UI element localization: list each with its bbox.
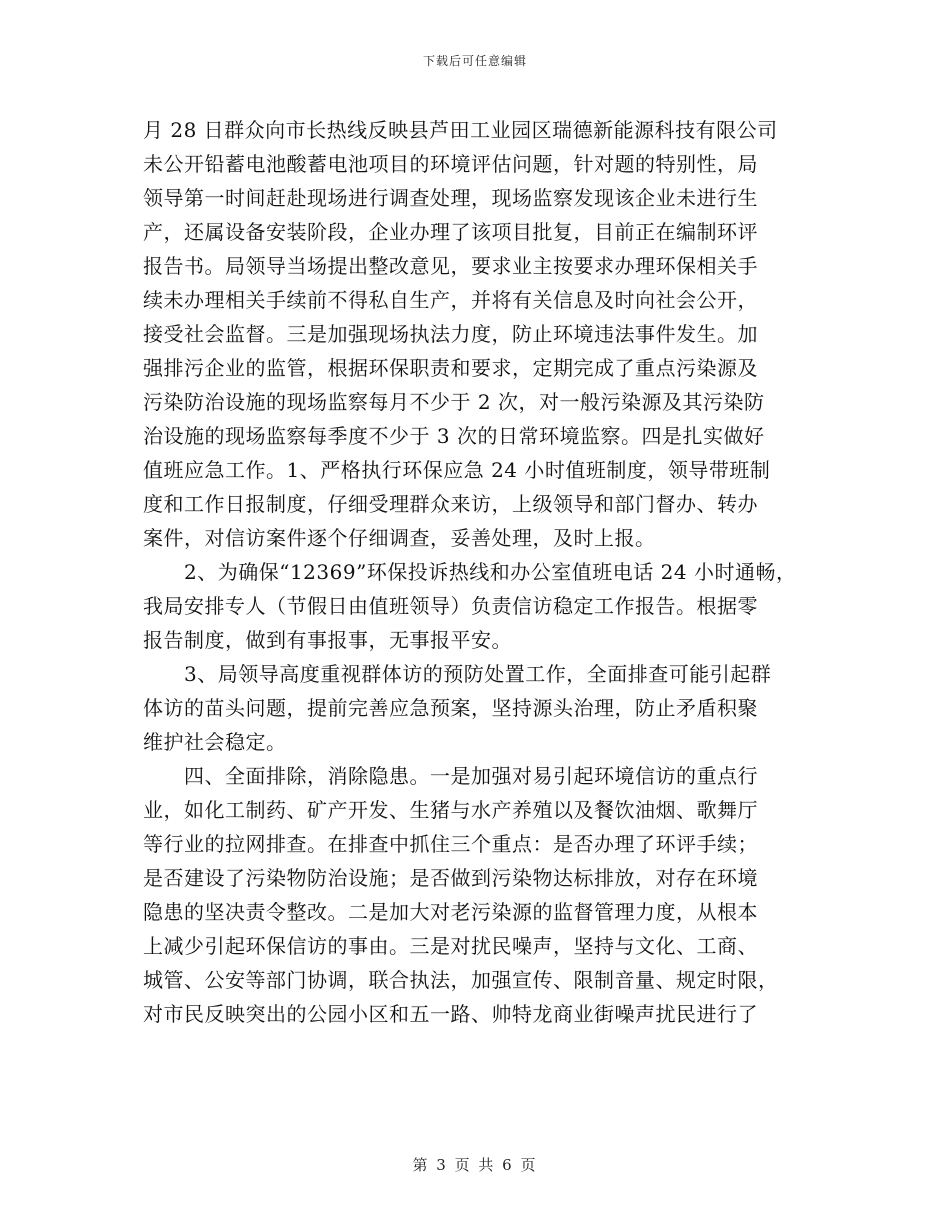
paragraph (143, 657, 823, 759)
text-line: 3、局领导高度重视群体访的预防处置工作，全面排查可能引起群 (184, 662, 772, 686)
page-header: 下载后可任意编辑 (422, 54, 527, 68)
text-line: 未公开铅蓄电池酸蓄电池项目的环境评估问题，针对题的特别性，局 (143, 152, 758, 176)
text-line: 上减少引起环保信访的事由。三是对扰民噪声，坚持与文化、工商、 (143, 934, 758, 958)
paragraph (143, 759, 823, 1031)
text-line: 治设施的现场监察每季度不少于 3 次的日常环境监察。四是扎实做好 (143, 424, 765, 448)
text-line: 报告制度，做到有事报事，无事报平安。 (143, 628, 512, 652)
text-line: 等行业的拉网排查。在排查中抓住三个重点：是否办理了环评手续； (143, 832, 758, 856)
text-line: 续未办理相关手续前不得私自生产，并将有关信息及时向社会公开， (143, 288, 758, 312)
text-line: 产，还属设备安装阶段，企业办理了该项目批复，目前正在编制环评 (143, 220, 758, 244)
text-line: 体访的苗头问题，提前完善应急预案，坚持源头治理，防止矛盾积聚 (143, 696, 758, 720)
paragraph (143, 555, 823, 657)
text-line: 月 28 日群众向市长热线反映县芦田工业园区瑞德新能源科技有限公司 (143, 118, 778, 142)
text-line: 四、全面排除，消除隐患。一是加强对易引起环境信访的重点行 (184, 764, 758, 788)
text-line: 强排污企业的监管，根据环保职责和要求，定期完成了重点污染源及 (143, 356, 758, 380)
text-line: 报告书。局领导当场提出整改意见，要求业主按要求办理环保相关手 (143, 254, 758, 278)
text-line: 接受社会监督。三是加强现场执法力度，防止环境违法事件发生。加 (143, 322, 758, 346)
text-line: 是否建设了污染物防治设施；是否做到污染物达标排放，对存在环境 (143, 866, 758, 890)
text-line: 对市民反映突出的公园小区和五一路、帅特龙商业街噪声扰民进行了 (143, 1002, 758, 1026)
text-line: 案件，对信访案件逐个仔细调查，妥善处理，及时上报。 (143, 526, 656, 550)
document-body (143, 113, 823, 1031)
text-line: 隐患的坚决责令整改。二是加大对老污染源的监督管理力度，从根本 (143, 900, 758, 924)
text-line: 污染防治设施的现场监察每月不少于 2 次，对一般污染源及其污染防 (143, 390, 765, 414)
text-line: 值班应急工作。1、严格执行环保应急 24 小时值班制度，领导带班制 (143, 458, 771, 482)
text-line: 城管、公安等部门协调，联合执法，加强宣传、限制音量、规定时限， (143, 968, 779, 992)
text-line: 领导第一时间赶赴现场进行调查处理，现场监察发现该企业未进行生 (143, 186, 758, 210)
text-line: 维护社会稳定。 (143, 730, 287, 754)
text-line: 2、为确保“12369”环保投诉热线和办公室值班电话 24 小时通畅， (184, 560, 797, 584)
page-footer: 第 3 页 共 6 页 (412, 1156, 538, 1174)
text-line: 度和工作日报制度，仔细受理群众来访，上级领导和部门督办、转办 (143, 492, 758, 516)
paragraph (143, 113, 823, 555)
text-line: 我局安排专人（节假日由值班领导）负责信访稳定工作报告。根据零 (143, 594, 758, 618)
text-line: 业，如化工制药、矿产开发、生猪与水产养殖以及餐饮油烟、歌舞厅 (143, 798, 758, 822)
